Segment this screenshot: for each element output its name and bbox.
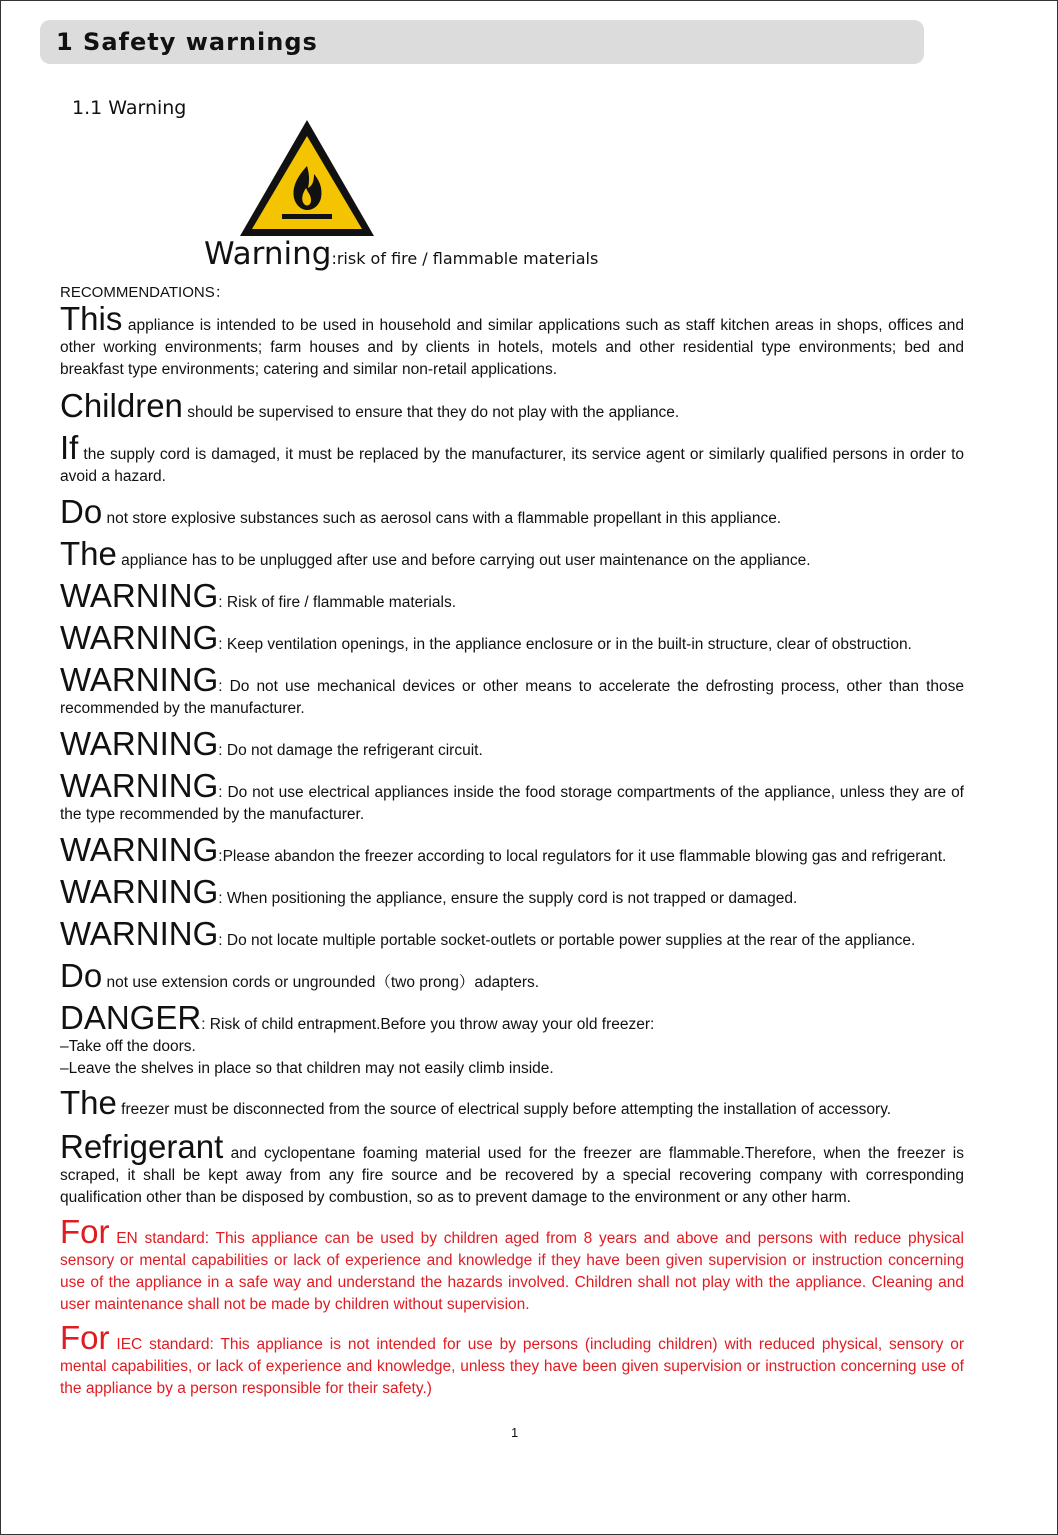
- paragraph-lead-word: For: [60, 1213, 110, 1250]
- paragraph-sub-line: –Take off the doors.: [60, 1038, 196, 1055]
- safety-paragraph: [60, 769, 964, 826]
- paragraph-lead-word: WARNING: [60, 831, 219, 868]
- safety-paragraph: [60, 579, 964, 614]
- paragraph-lead-word: WARNING: [60, 915, 219, 952]
- paragraph-text: not store explosive substances such as aerosol cans with a flammable propellant in this appliance.: [102, 510, 782, 527]
- paragraph-lead-word: Children: [60, 387, 183, 424]
- paragraph-text: EN standard: This appliance can be used by children aged from 8 years and above and persons with reduce physical sensory or mental capabilities or lack of experience and knowledge if they have been given supervision or instruction concerning use of the appliance in a safe way and understand the hazards involved. Children shall not play with the appliance. Cleaning and user maintenance shall not be made by children without supervision.: [60, 1230, 964, 1313]
- paragraph-lead-word: This: [60, 300, 123, 337]
- paragraph-lead-word: For: [60, 1319, 110, 1356]
- paragraph-lead-word: The: [60, 1084, 117, 1121]
- paragraph-lead-word: Do: [60, 493, 103, 530]
- safety-paragraph: [60, 621, 964, 656]
- paragraph-lead-word: WARNING: [60, 661, 219, 698]
- paragraph-lead-word: DANGER: [60, 999, 202, 1036]
- safety-paragraph: [60, 495, 964, 530]
- safety-paragraph: [60, 727, 964, 762]
- paragraph-text: : Risk of child entrapment.Before you throw away your old freezer:: [201, 1016, 655, 1033]
- safety-paragraph: [60, 875, 964, 910]
- safety-paragraph: [60, 1130, 964, 1209]
- safety-paragraph: [60, 431, 964, 488]
- paragraph-lead-word: WARNING: [60, 619, 219, 656]
- paragraph-text: and cyclopentane foaming material used for the freezer are flammable.Therefore, when the freezer is scraped, it shall be kept away from any fire source and be recovered by a special recovering company with corresponding qualification other than be disposed by combustion, so as to prevent damage to the environment or any other harm.: [60, 1145, 964, 1206]
- section-header: [40, 20, 924, 64]
- paragraph-text: IEC standard: This appliance is not intended for use by persons (including children) with reduced physical, sensory or mental capabilities, or lack of experience and knowledge, unless they have been given supervision or instruction concerning use of the appliance by a person responsible for their safety.): [60, 1336, 964, 1397]
- paragraph-text: :Please abandon the freezer according to local regulators for it use flammable blowing gas and refrigerant.: [218, 848, 947, 865]
- paragraph-text: : Risk of fire / flammable materials.: [218, 594, 456, 611]
- safety-paragraph: [60, 537, 964, 572]
- flammable-warning-icon: [236, 116, 378, 240]
- paragraph-lead-word: Refrigerant: [60, 1128, 224, 1165]
- paragraph-lead-word: WARNING: [60, 577, 219, 614]
- safety-paragraph: [60, 917, 964, 952]
- safety-paragraph: [60, 1215, 964, 1316]
- paragraph-text: : When positioning the appliance, ensure the supply cord is not trapped or damaged.: [218, 890, 798, 907]
- paragraph-text: the supply cord is damaged, it must be replaced by the manufacturer, its service agent or similarly qualified persons in order to avoid a hazard.: [60, 446, 964, 485]
- paragraph-text: : Do not damage the refrigerant circuit.: [218, 742, 483, 759]
- paragraph-lead-word: WARNING: [60, 725, 219, 762]
- paragraph-text: : Keep ventilation openings, in the appliance enclosure or in the built-in structure, clear of obstruction.: [218, 636, 912, 653]
- safety-paragraph: [60, 959, 964, 994]
- paragraph-lead-word: The: [60, 535, 117, 572]
- paragraph-lead-word: WARNING: [60, 767, 219, 804]
- safety-paragraph: [60, 302, 964, 381]
- paragraph-text: appliance has to be unplugged after use and before carrying out user maintenance on the appliance.: [116, 552, 811, 569]
- paragraph-text: freezer must be disconnected from the source of electrical supply before attempting the installation of accessory.: [116, 1101, 892, 1118]
- paragraph-lead-word: If: [60, 429, 79, 466]
- paragraph-lead-word: Do: [60, 957, 103, 994]
- paragraph-text: not use extension cords or ungrounded（two prong）adapters.: [102, 974, 540, 991]
- warning-caption-detail: :risk of fire / flammable materials: [331, 249, 599, 268]
- paragraph-text: should be supervised to ensure that they do not play with the appliance.: [182, 404, 680, 421]
- safety-paragraph: [60, 1001, 964, 1080]
- paragraph-sub-line: –Leave the shelves in place so that children may not easily climb inside.: [60, 1060, 554, 1077]
- paragraph-text: : Do not locate multiple portable socket-outlets or portable power supplies at the rear of the appliance.: [218, 932, 916, 949]
- safety-paragraph: [60, 833, 964, 868]
- subsection-title: 1.1 Warning: [72, 97, 187, 119]
- paragraph-text: appliance is intended to be used in household and similar applications such as staff kitchen areas in shops, offices and other working environments; farm houses and by clients in hotels, motels and other residential type environments; bed and breakfast type environments; catering and similar non-retail applications.: [60, 317, 964, 378]
- page-number: 1: [511, 1425, 519, 1440]
- safety-paragraph: [60, 389, 964, 424]
- paragraph-text: : Do not use electrical appliances inside the food storage compartments of the appliance, unless they are of the type recommended by the manufacturer.: [60, 784, 964, 823]
- section-title: 1 Safety warnings: [56, 28, 318, 56]
- safety-paragraph: [60, 1321, 964, 1400]
- safety-paragraph: [60, 1086, 964, 1121]
- recommendations-label: RECOMMENDATIONS：: [60, 284, 230, 301]
- paragraph-text: : Do not use mechanical devices or other means to accelerate the defrosting process, other than those recommended by the manufacturer.: [60, 678, 964, 717]
- paragraph-lead-word: WARNING: [60, 873, 219, 910]
- warning-caption: [204, 236, 598, 272]
- safety-paragraph: [60, 663, 964, 720]
- warning-caption-word: Warning: [204, 236, 332, 272]
